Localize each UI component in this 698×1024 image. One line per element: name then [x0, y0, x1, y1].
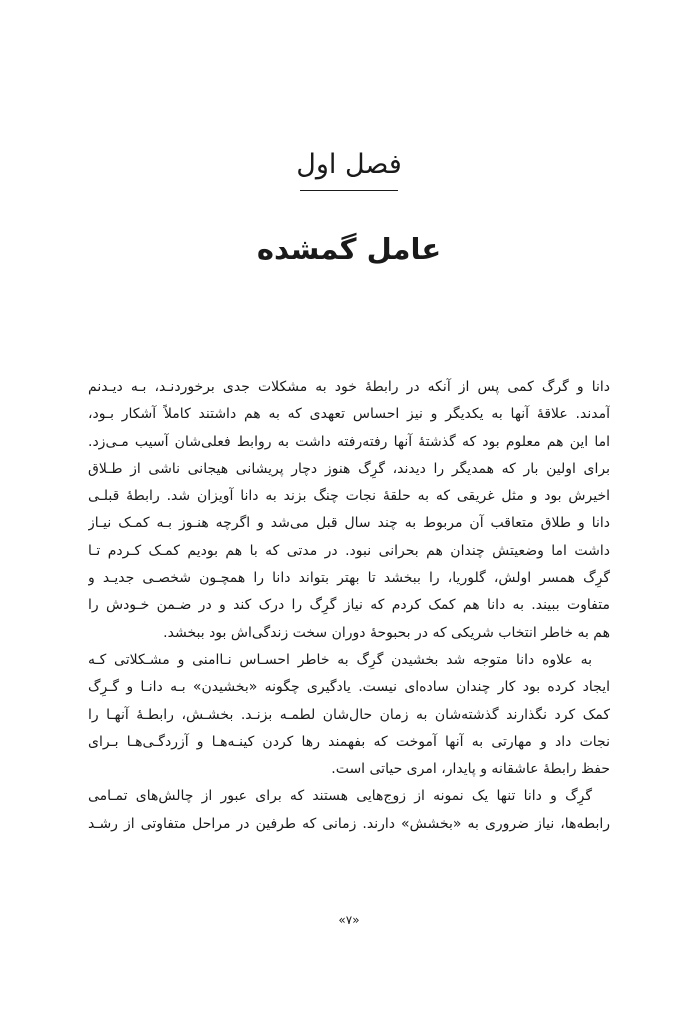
chapter-title: عامل گمشده — [256, 232, 442, 266]
text-line: داشت اما وضعیتش چندان هم بحرانی نبود. در مدتی که با هم بودیم کمـک کـردم تـا — [88, 542, 610, 559]
chapter-divider — [300, 190, 398, 191]
text-line: به علاوه دانا متوجه شد بخشیدن گرِگ به خاطر احسـاس نـاامنی و مشـکلاتی کـه — [88, 651, 592, 668]
chapter-label: فصل اول — [296, 149, 402, 180]
text-line: گرِگ و دانا تنها یک نمونه از زوج‌هایی هستند که برای عبور از چالش‌های تمـامی — [88, 788, 592, 805]
page-number: «۷» — [338, 913, 360, 927]
text-line: دانا و طلاق متعاقب آن مربوط به چند سال قبل می‌شد و اگرچه هنـوز بـه کمـک نیـاز — [88, 515, 610, 532]
text-line: هم به خاطر انتخاب شریکی که در بحبوحهٔ دوران سخت زندگی‌اش بود ببخشد. — [163, 624, 610, 641]
body-text — [88, 374, 610, 838]
text-line: اخیرش بود و مثل غریقی که به حلقهٔ نجات چنگ بزند به دانا آویزان شد. رابطهٔ قبلـی — [88, 488, 610, 505]
text-line: گرِگ همسر اولش، گلوریا، را ببخشد تا بهتر بتواند دانا را همچـون شخصـی جدیـد و — [88, 570, 610, 587]
text-line: متفاوت ببیند. به دانا هم کمک کردم که نیاز گرِگ را درک کند و در ضـمن خـودش را — [88, 597, 610, 614]
text-line: برای اولین بار که همدیگر را دیدند، گرِگ هنوز دچار پریشانی هیجانی ناشی از طـلاق — [88, 460, 610, 477]
text-line: ایجاد کرده بود کار چندان ساده‌ای نیست. یادگیری چگونه «بخشیدن» بـه دانـا و گـرِگ — [88, 679, 610, 696]
text-line: دانا و گرگ کمی پس از آنکه در رابطهٔ خود به مشکلات جدی برخوردنـد، بـه دیـدنم — [88, 379, 610, 395]
text-line: کمک کرد نگذارند گذشته‌شان به زمان حال‌شان لطمـه بزنـد. بخشـش، رابطـهٔ آنهـا را — [88, 706, 610, 723]
text-line: رابطه‌ها، نیاز ضروری به «بخشش» دارند. زمانی که طرفین در مراحل متفاوتی از رشـد — [88, 815, 610, 832]
text-line: حفظ رابطهٔ عاشقانه و پایدار، امری حیاتی است. — [331, 761, 610, 778]
text-line: آمدند. علاقهٔ آنها به یکدیگر و نیز احساس تعهدی که به هم داشتند کاملاً آشکار بـود، — [88, 406, 610, 423]
text-line: اما این هم معلوم بود که گذشتهٔ آنها رفته‌رفته داشت به روابط فعلی‌شان آسیب مـی‌زد. — [88, 433, 610, 450]
text-line: نجات داد و مهارتی به آنها آموخت که بفهمند رها کردن کینـه‌هـا و آزردگـی‌هـا بـرای — [88, 733, 610, 750]
